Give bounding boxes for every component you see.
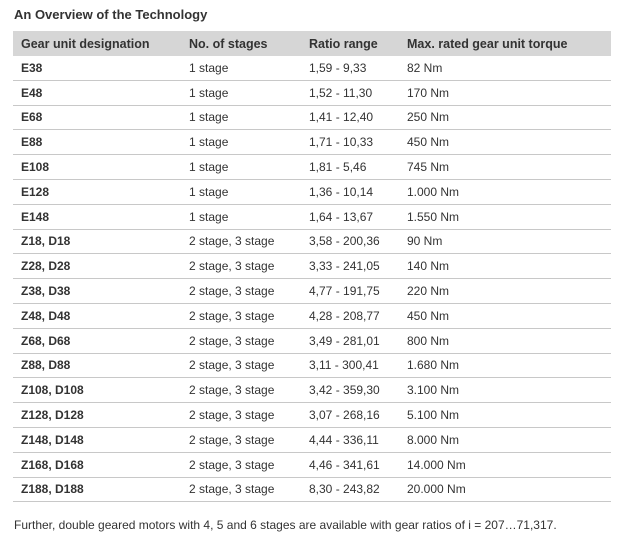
cell-max-torque: 450 Nm bbox=[399, 130, 611, 155]
cell-stages: 1 stage bbox=[181, 179, 301, 204]
cell-max-torque: 1.680 Nm bbox=[399, 353, 611, 378]
table-row bbox=[13, 328, 611, 353]
table-row bbox=[13, 179, 611, 204]
cell-designation: Z68, D68 bbox=[13, 328, 181, 353]
header-ratio-range: Ratio range bbox=[301, 31, 399, 56]
table-row bbox=[13, 80, 611, 105]
table-row bbox=[13, 204, 611, 229]
cell-stages: 1 stage bbox=[181, 204, 301, 229]
cell-stages: 2 stage, 3 stage bbox=[181, 353, 301, 378]
cell-ratio-range: 3,11 - 300,41 bbox=[301, 353, 399, 378]
cell-stages: 1 stage bbox=[181, 80, 301, 105]
cell-max-torque: 170 Nm bbox=[399, 80, 611, 105]
cell-designation: E38 bbox=[13, 56, 181, 80]
cell-max-torque: 90 Nm bbox=[399, 229, 611, 254]
cell-stages: 2 stage, 3 stage bbox=[181, 427, 301, 452]
cell-stages: 2 stage, 3 stage bbox=[181, 378, 301, 403]
header-max-torque: Max. rated gear unit torque bbox=[399, 31, 611, 56]
cell-designation: Z108, D108 bbox=[13, 378, 181, 403]
footnote: Further, double geared motors with 4, 5 and 6 stages are available with gear ratios of i = 207…71,317. bbox=[14, 518, 557, 532]
cell-stages: 2 stage, 3 stage bbox=[181, 403, 301, 428]
header-designation: Gear unit designation bbox=[13, 31, 181, 56]
cell-designation: Z18, D18 bbox=[13, 229, 181, 254]
cell-ratio-range: 3,58 - 200,36 bbox=[301, 229, 399, 254]
cell-stages: 2 stage, 3 stage bbox=[181, 328, 301, 353]
cell-designation: E88 bbox=[13, 130, 181, 155]
cell-max-torque: 800 Nm bbox=[399, 328, 611, 353]
cell-designation: E48 bbox=[13, 80, 181, 105]
cell-designation: Z188, D188 bbox=[13, 477, 181, 502]
cell-max-torque: 3.100 Nm bbox=[399, 378, 611, 403]
table-row bbox=[13, 378, 611, 403]
cell-ratio-range: 1,81 - 5,46 bbox=[301, 155, 399, 180]
cell-stages: 2 stage, 3 stage bbox=[181, 452, 301, 477]
table-row bbox=[13, 353, 611, 378]
cell-ratio-range: 1,52 - 11,30 bbox=[301, 80, 399, 105]
table-header-row bbox=[13, 31, 611, 56]
cell-stages: 1 stage bbox=[181, 155, 301, 180]
cell-designation: Z38, D38 bbox=[13, 279, 181, 304]
cell-max-torque: 5.100 Nm bbox=[399, 403, 611, 428]
cell-ratio-range: 1,41 - 12,40 bbox=[301, 105, 399, 130]
cell-stages: 2 stage, 3 stage bbox=[181, 254, 301, 279]
table-row bbox=[13, 279, 611, 304]
cell-ratio-range: 3,49 - 281,01 bbox=[301, 328, 399, 353]
cell-max-torque: 450 Nm bbox=[399, 303, 611, 328]
cell-designation: Z128, D128 bbox=[13, 403, 181, 428]
table-row bbox=[13, 403, 611, 428]
table-body bbox=[13, 56, 611, 502]
cell-designation: Z48, D48 bbox=[13, 303, 181, 328]
cell-max-torque: 14.000 Nm bbox=[399, 452, 611, 477]
cell-ratio-range: 3,42 - 359,30 bbox=[301, 378, 399, 403]
cell-ratio-range: 3,07 - 268,16 bbox=[301, 403, 399, 428]
cell-ratio-range: 3,33 - 241,05 bbox=[301, 254, 399, 279]
cell-max-torque: 1.000 Nm bbox=[399, 179, 611, 204]
table-row bbox=[13, 56, 611, 80]
table-row bbox=[13, 452, 611, 477]
cell-stages: 2 stage, 3 stage bbox=[181, 279, 301, 304]
cell-max-torque: 82 Nm bbox=[399, 56, 611, 80]
cell-stages: 1 stage bbox=[181, 130, 301, 155]
cell-designation: E128 bbox=[13, 179, 181, 204]
table-row bbox=[13, 254, 611, 279]
cell-ratio-range: 4,46 - 341,61 bbox=[301, 452, 399, 477]
cell-max-torque: 8.000 Nm bbox=[399, 427, 611, 452]
cell-ratio-range: 4,28 - 208,77 bbox=[301, 303, 399, 328]
cell-designation: E68 bbox=[13, 105, 181, 130]
table-row bbox=[13, 155, 611, 180]
cell-max-torque: 250 Nm bbox=[399, 105, 611, 130]
cell-designation: Z168, D168 bbox=[13, 452, 181, 477]
cell-max-torque: 220 Nm bbox=[399, 279, 611, 304]
cell-stages: 2 stage, 3 stage bbox=[181, 229, 301, 254]
cell-designation: Z28, D28 bbox=[13, 254, 181, 279]
cell-designation: E108 bbox=[13, 155, 181, 180]
cell-stages: 1 stage bbox=[181, 56, 301, 80]
table-row bbox=[13, 427, 611, 452]
cell-ratio-range: 4,77 - 191,75 bbox=[301, 279, 399, 304]
cell-designation: Z148, D148 bbox=[13, 427, 181, 452]
table-row bbox=[13, 229, 611, 254]
cell-ratio-range: 8,30 - 243,82 bbox=[301, 477, 399, 502]
cell-ratio-range: 1,71 - 10,33 bbox=[301, 130, 399, 155]
cell-ratio-range: 4,44 - 336,11 bbox=[301, 427, 399, 452]
cell-stages: 2 stage, 3 stage bbox=[181, 303, 301, 328]
cell-designation: Z88, D88 bbox=[13, 353, 181, 378]
gear-unit-table bbox=[13, 31, 611, 502]
cell-ratio-range: 1,59 - 9,33 bbox=[301, 56, 399, 80]
table-row bbox=[13, 303, 611, 328]
cell-max-torque: 745 Nm bbox=[399, 155, 611, 180]
cell-ratio-range: 1,36 - 10,14 bbox=[301, 179, 399, 204]
cell-max-torque: 1.550 Nm bbox=[399, 204, 611, 229]
cell-ratio-range: 1,64 - 13,67 bbox=[301, 204, 399, 229]
header-stages: No. of stages bbox=[181, 31, 301, 56]
cell-max-torque: 20.000 Nm bbox=[399, 477, 611, 502]
cell-max-torque: 140 Nm bbox=[399, 254, 611, 279]
cell-designation: E148 bbox=[13, 204, 181, 229]
table-row bbox=[13, 477, 611, 502]
cell-stages: 1 stage bbox=[181, 105, 301, 130]
table-row bbox=[13, 130, 611, 155]
page-title: An Overview of the Technology bbox=[14, 7, 208, 22]
cell-stages: 2 stage, 3 stage bbox=[181, 477, 301, 502]
table-row bbox=[13, 105, 611, 130]
